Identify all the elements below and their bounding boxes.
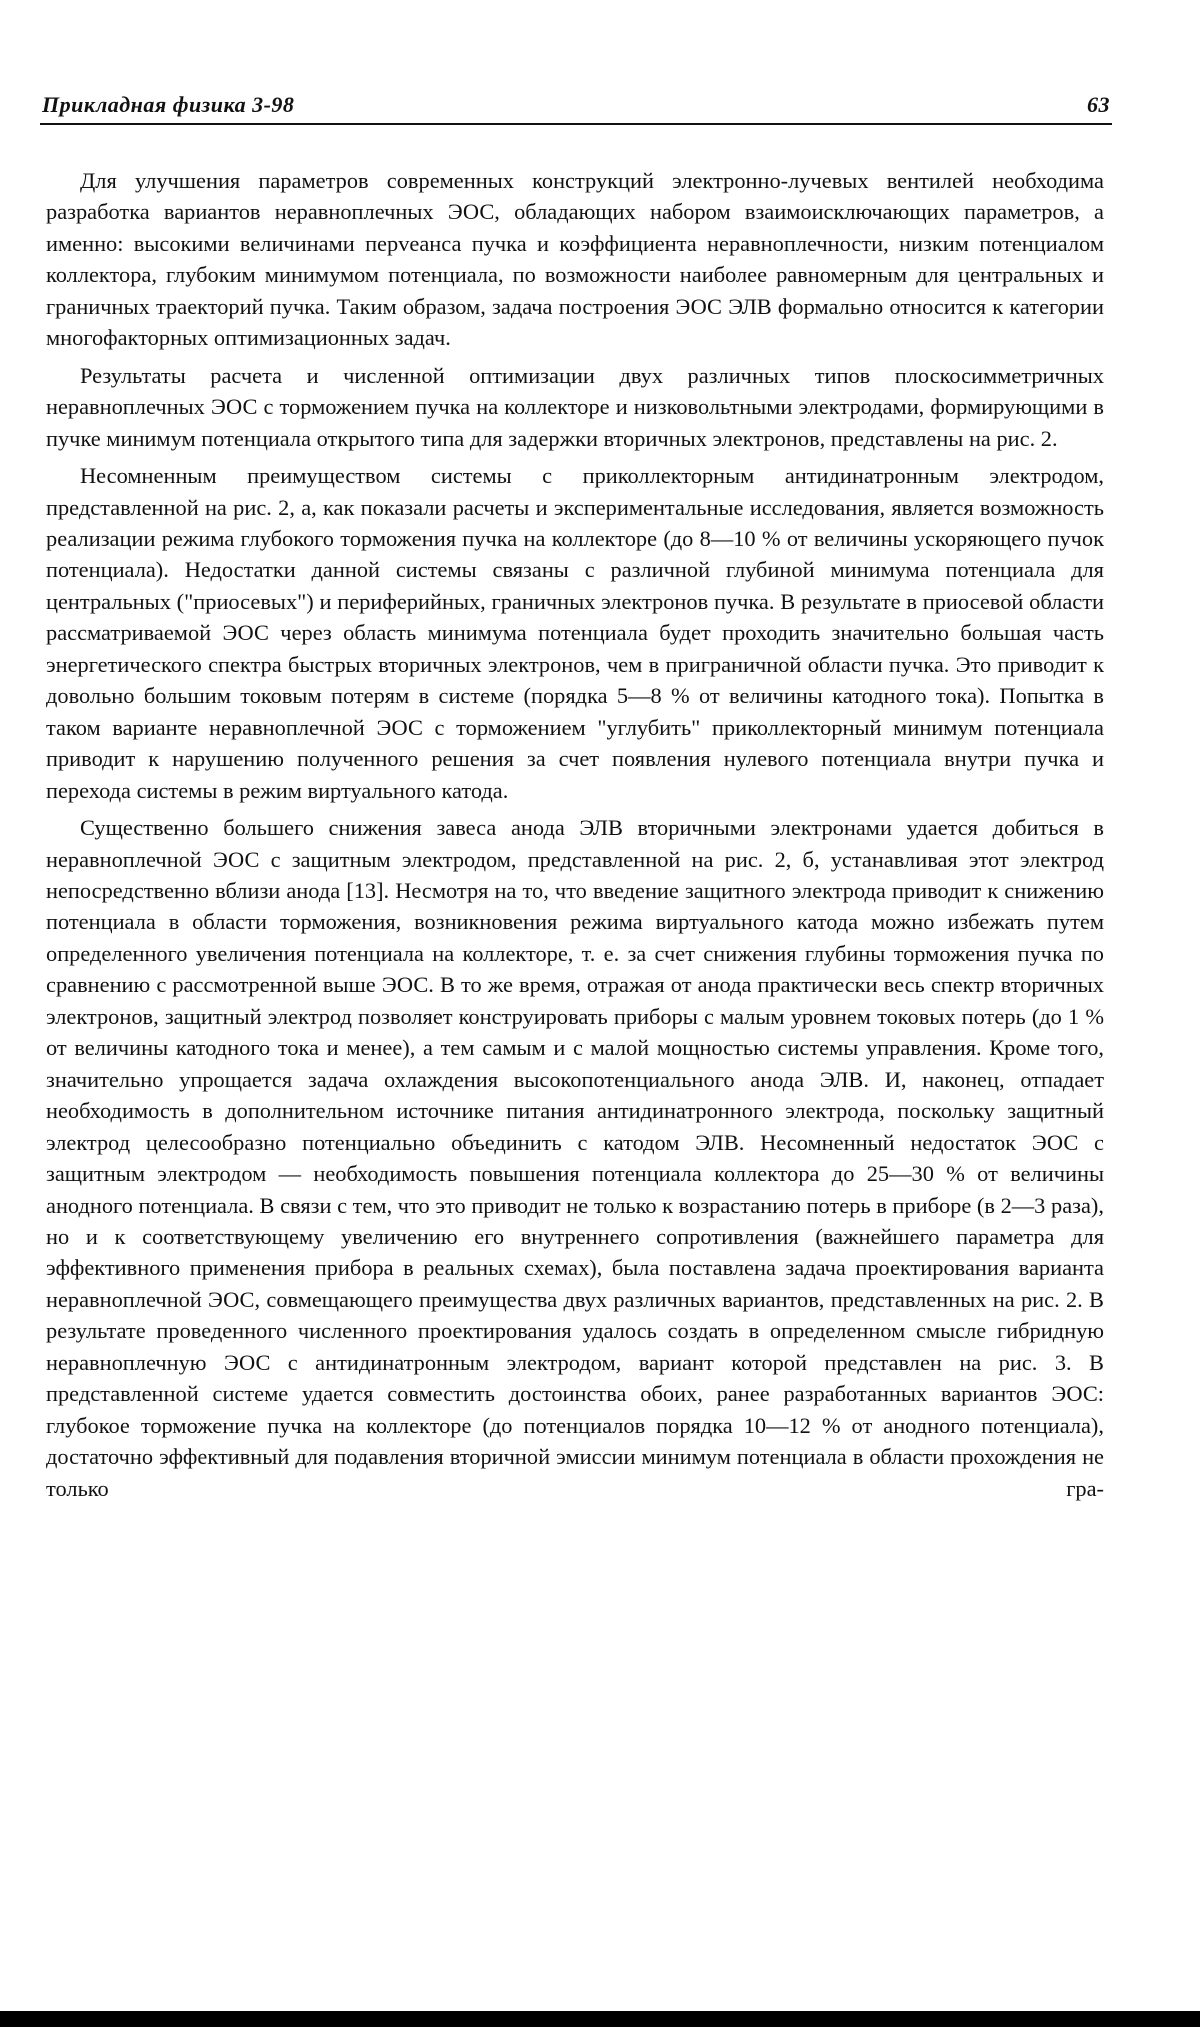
paragraph-eos-requirements: Для улучшения параметров современных конструкций электронно-лучевых вентилей необходима разработка вариантов неравноплечных ЭОС, обладающих набором взаимоисключающих параметров, а именно: высокими величинами перveанса пучка и коэффициента неравноплечности, низким потенциалом коллектора, глубоким минимумом потенциала, по возможности наиболее равномерным для центральных и граничных траекторий пучка. Таким образом, задача построения ЭОС ЭЛВ формально относится к категории многофакторных оптимизационных задач. [46, 168, 1104, 351]
running-header [40, 92, 1112, 125]
paragraph-antidynatron-electrode: Несомненным преимуществом системы с приколлекторным антидинатронным электродом, представленной на рис. 2, а, как показали расчеты и экспериментальные исследования, является возможность реализации режима глубокого торможения пучка на коллекторе (до 8—10 % от величины ускоряющего пучок потенциала). Недостатки данной системы связаны с различной глубиной минимума потенциала для центральных ("приосевых") и периферийных, граничных электронов пучка. В результате в приосевой области рассматриваемой ЭОС через область минимума потенциала будет проходить значительно большая часть энергетического спектра быстрых вторичных электронов, чем в приграничной области пучка. Это приводит к довольно большим токовым потерям в системе (порядка 5—8 % от величины катодного тока). Попытка в таком варианте неравноплечной ЭОС с торможением "углубить" приколлекторный минимум потенциала приводит к нарушению полученного решения за счет появления нулевого потенциала внутри пучка и перехода системы в режим виртуального катода. [46, 463, 1104, 803]
page-number: 63 [1087, 92, 1110, 117]
paragraph-protective-electrode: Существенно большего снижения завеса анода ЭЛВ вторичными электронами удается добиться в неравноплечной ЭОС с защитным электродом, представленной на рис. 2, б, устанавливая этот электрод непосредственно вблизи анода [13]. Несмотря на то, что введение защитного электрода приводит к снижению потенциала в области торможения, возникновения режима виртуального катода можно избежать путем определенного увеличения потенциала на коллекторе, т. е. за счет снижения глубины торможения пучка по сравнению с рассмотренной выше ЭОС. В то же время, отражая от анода практически весь спектр вторичных электронов, защитный электрод позволяет конструировать приборы с малым уровнем токовых потерь (до 1 % от величины катодного тока и менее), а тем самым и с малой мощностью системы управления. Кроме того, значительно упрощается задача охлаждения высокопотенциального анода ЭЛВ. И, наконец, отпадает необходимость в дополнительном источнике питания антидинатронного электрода, поскольку защитный электрод целесообразно потенциально объединить с катодом ЭЛВ. Несомненный недостаток ЭОС с защитным электродом — необходимость повышения потенциала коллектора до 25—30 % от величины анодного потенциала. В связи с тем, что это приводит не только к возрастанию потерь в приборе (в 2—3 раза), но и к соответствующему увеличению его внутреннего сопротивления (важнейшего параметра для эффективного применения прибора в реальных схемах), была поставлена задача проектирования варианта неравноплечной ЭОС, совмещающего преимущества двух различных вариантов, представленных на рис. 2. В результате проведенного численного проектирования удалось создать в определенном смысле гибридную неравноплечную ЭОС с антидинатронным электродом, вариант которой представлен на рис. 3. В представленной системе удается совместить достоинства обоих, ранее разработанных вариантов ЭОС: глубокое торможение пучка на коллекторе (до потенциалов порядка 10—12 % от анодного потенциала), достаточно эффективный для подавления вторичной эмиссии минимум потенциала в области прохождения не только гра- [46, 815, 1104, 1501]
journal-page [40, 92, 1112, 1510]
paragraph-calculation-results: Результаты расчета и численной оптимизации двух различных типов плоскосимметричных неравноплечных ЭОС с торможением пучка на коллекторе и низковольтными электродами, формирующими в пучке минимум потенциала открытого типа для задержки вторичных электронов, представлены на рис. 2. [46, 362, 1104, 451]
scan-bottom-edge [0, 2011, 1200, 2027]
article-body [40, 165, 1112, 1504]
journal-title: Прикладная физика 3-98 [42, 92, 295, 117]
